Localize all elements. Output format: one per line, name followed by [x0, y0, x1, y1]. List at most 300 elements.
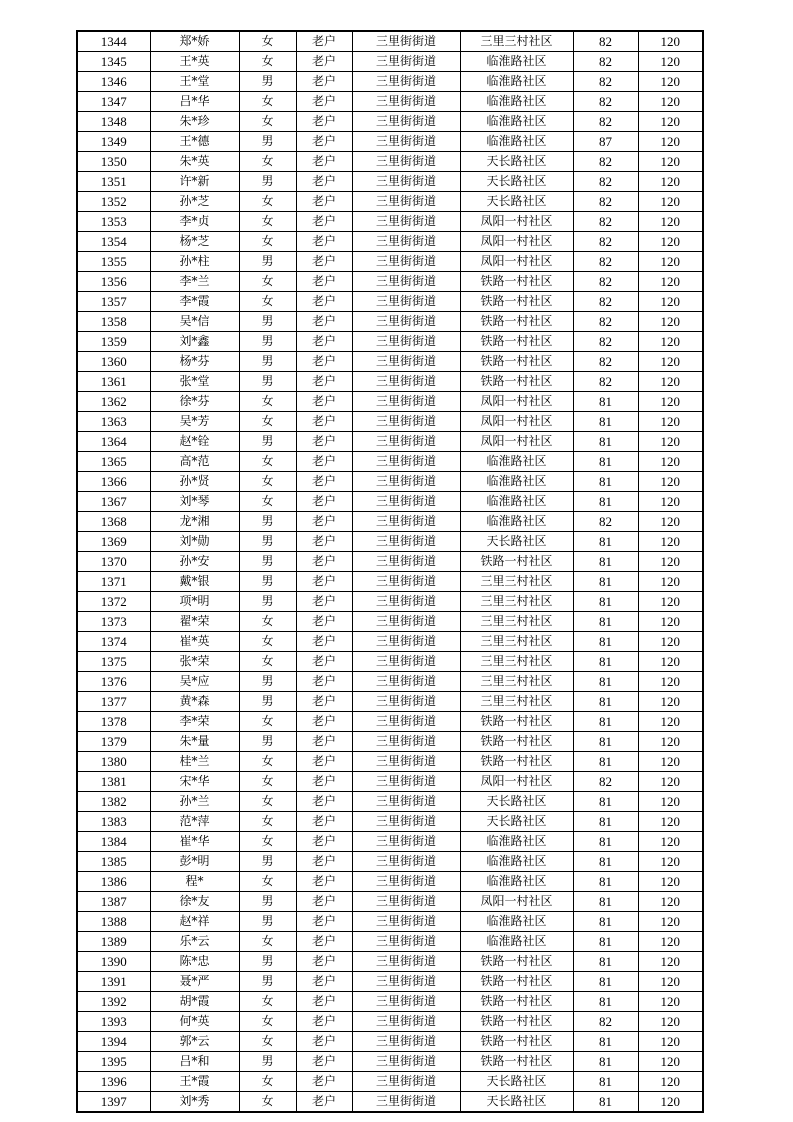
row-number-cell: 1364: [77, 432, 150, 452]
row-number-cell: 1362: [77, 392, 150, 412]
subdistrict-cell: 三里街街道: [352, 372, 460, 392]
row-number-cell: 1363: [77, 412, 150, 432]
table-row: [77, 392, 703, 412]
subdistrict-cell: 三里街街道: [352, 612, 460, 632]
household-type-cell: 老户: [296, 1052, 352, 1072]
gender-cell: 男: [239, 252, 296, 272]
amount-cell: 120: [638, 972, 703, 992]
amount-cell: 120: [638, 372, 703, 392]
subdistrict-cell: 三里街街道: [352, 652, 460, 672]
household-type-cell: 老户: [296, 1012, 352, 1032]
table-row: [77, 312, 703, 332]
row-number-cell: 1390: [77, 952, 150, 972]
name-cell: 崔*华: [150, 832, 239, 852]
gender-cell: 女: [239, 152, 296, 172]
row-number-cell: 1373: [77, 612, 150, 632]
age-cell: 82: [573, 352, 638, 372]
age-cell: 82: [573, 332, 638, 352]
household-type-cell: 老户: [296, 692, 352, 712]
amount-cell: 120: [638, 1012, 703, 1032]
row-number-cell: 1382: [77, 792, 150, 812]
gender-cell: 女: [239, 31, 296, 52]
household-type-cell: 老户: [296, 1032, 352, 1052]
community-cell: 临淮路社区: [460, 932, 573, 952]
amount-cell: 120: [638, 852, 703, 872]
table-row: [77, 192, 703, 212]
name-cell: 孙*贤: [150, 472, 239, 492]
subdistrict-cell: 三里街街道: [352, 392, 460, 412]
household-type-cell: 老户: [296, 532, 352, 552]
community-cell: 铁路一村社区: [460, 332, 573, 352]
age-cell: 81: [573, 612, 638, 632]
row-number-cell: 1348: [77, 112, 150, 132]
subdistrict-cell: 三里街街道: [352, 352, 460, 372]
name-cell: 陈*忠: [150, 952, 239, 972]
row-number-cell: 1383: [77, 812, 150, 832]
household-type-cell: 老户: [296, 652, 352, 672]
gender-cell: 女: [239, 932, 296, 952]
name-cell: 王*堂: [150, 72, 239, 92]
row-number-cell: 1377: [77, 692, 150, 712]
table-row: [77, 92, 703, 112]
gender-cell: 男: [239, 532, 296, 552]
household-type-cell: 老户: [296, 392, 352, 412]
gender-cell: 男: [239, 512, 296, 532]
household-type-cell: 老户: [296, 892, 352, 912]
household-type-cell: 老户: [296, 992, 352, 1012]
row-number-cell: 1378: [77, 712, 150, 732]
community-cell: 三里三村社区: [460, 572, 573, 592]
community-cell: 三里三村社区: [460, 612, 573, 632]
row-number-cell: 1380: [77, 752, 150, 772]
subdistrict-cell: 三里街街道: [352, 992, 460, 1012]
table-row: [77, 572, 703, 592]
age-cell: 82: [573, 172, 638, 192]
age-cell: 82: [573, 772, 638, 792]
table-row: [77, 452, 703, 472]
age-cell: 82: [573, 512, 638, 532]
row-number-cell: 1349: [77, 132, 150, 152]
name-cell: 吴*芳: [150, 412, 239, 432]
household-type-cell: 老户: [296, 492, 352, 512]
age-cell: 81: [573, 472, 638, 492]
amount-cell: 120: [638, 1072, 703, 1092]
household-type-cell: 老户: [296, 212, 352, 232]
community-cell: 临淮路社区: [460, 872, 573, 892]
gender-cell: 男: [239, 312, 296, 332]
table-row: [77, 992, 703, 1012]
community-cell: 铁路一村社区: [460, 552, 573, 572]
table-row: [77, 512, 703, 532]
row-number-cell: 1359: [77, 332, 150, 352]
community-cell: 临淮路社区: [460, 92, 573, 112]
amount-cell: 120: [638, 392, 703, 412]
age-cell: 81: [573, 1092, 638, 1113]
amount-cell: 120: [638, 712, 703, 732]
amount-cell: 120: [638, 872, 703, 892]
table-row: [77, 772, 703, 792]
gender-cell: 男: [239, 892, 296, 912]
amount-cell: 120: [638, 232, 703, 252]
amount-cell: 120: [638, 152, 703, 172]
community-cell: 临淮路社区: [460, 132, 573, 152]
name-cell: 赵*祥: [150, 912, 239, 932]
amount-cell: 120: [638, 132, 703, 152]
household-type-cell: 老户: [296, 672, 352, 692]
household-type-cell: 老户: [296, 432, 352, 452]
community-cell: 临淮路社区: [460, 52, 573, 72]
household-type-cell: 老户: [296, 292, 352, 312]
amount-cell: 120: [638, 192, 703, 212]
amount-cell: 120: [638, 272, 703, 292]
row-number-cell: 1396: [77, 1072, 150, 1092]
row-number-cell: 1371: [77, 572, 150, 592]
age-cell: 81: [573, 672, 638, 692]
household-type-cell: 老户: [296, 552, 352, 572]
name-cell: 朱*量: [150, 732, 239, 752]
subdistrict-cell: 三里街街道: [352, 112, 460, 132]
amount-cell: 120: [638, 812, 703, 832]
community-cell: 临淮路社区: [460, 912, 573, 932]
subdistrict-cell: 三里街街道: [352, 732, 460, 752]
subdistrict-cell: 三里街街道: [352, 252, 460, 272]
table-row: [77, 732, 703, 752]
name-cell: 李*贞: [150, 212, 239, 232]
table-row: [77, 31, 703, 52]
row-number-cell: 1395: [77, 1052, 150, 1072]
gender-cell: 男: [239, 1052, 296, 1072]
name-cell: 黄*森: [150, 692, 239, 712]
household-type-cell: 老户: [296, 412, 352, 432]
age-cell: 82: [573, 372, 638, 392]
subdistrict-cell: 三里街街道: [352, 752, 460, 772]
household-type-cell: 老户: [296, 192, 352, 212]
table-row: [77, 172, 703, 192]
subdistrict-cell: 三里街街道: [352, 832, 460, 852]
gender-cell: 女: [239, 52, 296, 72]
table-row: [77, 1092, 703, 1113]
age-cell: 82: [573, 52, 638, 72]
community-cell: 铁路一村社区: [460, 1052, 573, 1072]
amount-cell: 120: [638, 352, 703, 372]
community-cell: 三里三村社区: [460, 652, 573, 672]
name-cell: 李*霞: [150, 292, 239, 312]
name-cell: 张*荣: [150, 652, 239, 672]
table-row: [77, 1012, 703, 1032]
community-cell: 临淮路社区: [460, 72, 573, 92]
row-number-cell: 1356: [77, 272, 150, 292]
subdistrict-cell: 三里街街道: [352, 172, 460, 192]
subdistrict-cell: 三里街街道: [352, 972, 460, 992]
name-cell: 程*: [150, 872, 239, 892]
gender-cell: 女: [239, 792, 296, 812]
subdistrict-cell: 三里街街道: [352, 812, 460, 832]
row-number-cell: 1355: [77, 252, 150, 272]
row-number-cell: 1393: [77, 1012, 150, 1032]
subdistrict-cell: 三里街街道: [352, 52, 460, 72]
subdistrict-cell: 三里街街道: [352, 892, 460, 912]
subdistrict-cell: 三里街街道: [352, 192, 460, 212]
row-number-cell: 1347: [77, 92, 150, 112]
community-cell: 铁路一村社区: [460, 352, 573, 372]
table-row: [77, 372, 703, 392]
row-number-cell: 1392: [77, 992, 150, 1012]
table-row: [77, 932, 703, 952]
community-cell: 三里三村社区: [460, 692, 573, 712]
age-cell: 82: [573, 212, 638, 232]
gender-cell: 女: [239, 112, 296, 132]
table-row: [77, 712, 703, 732]
community-cell: 三里三村社区: [460, 672, 573, 692]
community-cell: 天长路社区: [460, 192, 573, 212]
community-cell: 临淮路社区: [460, 472, 573, 492]
name-cell: 赵*铨: [150, 432, 239, 452]
community-cell: 临淮路社区: [460, 852, 573, 872]
amount-cell: 120: [638, 692, 703, 712]
household-type-cell: 老户: [296, 772, 352, 792]
table-row: [77, 432, 703, 452]
subdistrict-cell: 三里街街道: [352, 232, 460, 252]
age-cell: 82: [573, 31, 638, 52]
community-cell: 天长路社区: [460, 1072, 573, 1092]
gender-cell: 女: [239, 472, 296, 492]
age-cell: 82: [573, 1012, 638, 1032]
community-cell: 铁路一村社区: [460, 972, 573, 992]
community-cell: 三里三村社区: [460, 632, 573, 652]
amount-cell: 120: [638, 512, 703, 532]
household-type-cell: 老户: [296, 872, 352, 892]
subdistrict-cell: 三里街街道: [352, 572, 460, 592]
gender-cell: 男: [239, 732, 296, 752]
community-cell: 凤阳一村社区: [460, 892, 573, 912]
community-cell: 凤阳一村社区: [460, 432, 573, 452]
household-type-cell: 老户: [296, 332, 352, 352]
community-cell: 铁路一村社区: [460, 1012, 573, 1032]
subdistrict-cell: 三里街街道: [352, 552, 460, 572]
subdistrict-cell: 三里街街道: [352, 932, 460, 952]
name-cell: 崔*英: [150, 632, 239, 652]
roster-table: [76, 30, 704, 1113]
age-cell: 81: [573, 452, 638, 472]
table-row: [77, 52, 703, 72]
gender-cell: 男: [239, 692, 296, 712]
name-cell: 李*兰: [150, 272, 239, 292]
subdistrict-cell: 三里街街道: [352, 212, 460, 232]
name-cell: 吴*应: [150, 672, 239, 692]
household-type-cell: 老户: [296, 732, 352, 752]
row-number-cell: 1346: [77, 72, 150, 92]
subdistrict-cell: 三里街街道: [352, 672, 460, 692]
row-number-cell: 1369: [77, 532, 150, 552]
table-row: [77, 832, 703, 852]
table-row: [77, 1052, 703, 1072]
row-number-cell: 1387: [77, 892, 150, 912]
household-type-cell: 老户: [296, 712, 352, 732]
gender-cell: 女: [239, 1032, 296, 1052]
household-type-cell: 老户: [296, 752, 352, 772]
amount-cell: 120: [638, 312, 703, 332]
row-number-cell: 1374: [77, 632, 150, 652]
name-cell: 王*英: [150, 52, 239, 72]
gender-cell: 男: [239, 172, 296, 192]
community-cell: 铁路一村社区: [460, 312, 573, 332]
gender-cell: 男: [239, 72, 296, 92]
gender-cell: 女: [239, 412, 296, 432]
community-cell: 铁路一村社区: [460, 712, 573, 732]
row-number-cell: 1388: [77, 912, 150, 932]
amount-cell: 120: [638, 632, 703, 652]
household-type-cell: 老户: [296, 572, 352, 592]
household-type-cell: 老户: [296, 952, 352, 972]
table-row: [77, 112, 703, 132]
name-cell: 刘*琴: [150, 492, 239, 512]
gender-cell: 女: [239, 452, 296, 472]
age-cell: 81: [573, 592, 638, 612]
amount-cell: 120: [638, 932, 703, 952]
name-cell: 刘*秀: [150, 1092, 239, 1113]
amount-cell: 120: [638, 672, 703, 692]
subdistrict-cell: 三里街街道: [352, 492, 460, 512]
name-cell: 郭*云: [150, 1032, 239, 1052]
age-cell: 82: [573, 292, 638, 312]
amount-cell: 120: [638, 792, 703, 812]
amount-cell: 120: [638, 452, 703, 472]
name-cell: 吕*和: [150, 1052, 239, 1072]
age-cell: 81: [573, 732, 638, 752]
gender-cell: 女: [239, 812, 296, 832]
table-row: [77, 952, 703, 972]
table-row: [77, 672, 703, 692]
row-number-cell: 1385: [77, 852, 150, 872]
household-type-cell: 老户: [296, 152, 352, 172]
table-row: [77, 792, 703, 812]
name-cell: 戴*银: [150, 572, 239, 592]
table-row: [77, 892, 703, 912]
household-type-cell: 老户: [296, 352, 352, 372]
amount-cell: 120: [638, 92, 703, 112]
row-number-cell: 1370: [77, 552, 150, 572]
row-number-cell: 1365: [77, 452, 150, 472]
name-cell: 孙*兰: [150, 792, 239, 812]
table-row: [77, 492, 703, 512]
age-cell: 81: [573, 892, 638, 912]
gender-cell: 女: [239, 272, 296, 292]
age-cell: 81: [573, 972, 638, 992]
gender-cell: 男: [239, 332, 296, 352]
table-row: [77, 612, 703, 632]
amount-cell: 120: [638, 72, 703, 92]
subdistrict-cell: 三里街街道: [352, 852, 460, 872]
amount-cell: 120: [638, 992, 703, 1012]
gender-cell: 女: [239, 752, 296, 772]
subdistrict-cell: 三里街街道: [352, 512, 460, 532]
gender-cell: 男: [239, 852, 296, 872]
name-cell: 翟*荣: [150, 612, 239, 632]
table-row: [77, 592, 703, 612]
table-row: [77, 332, 703, 352]
row-number-cell: 1397: [77, 1092, 150, 1113]
roster-body: [77, 31, 703, 1112]
age-cell: 81: [573, 992, 638, 1012]
gender-cell: 女: [239, 492, 296, 512]
amount-cell: 120: [638, 912, 703, 932]
community-cell: 凤阳一村社区: [460, 772, 573, 792]
household-type-cell: 老户: [296, 472, 352, 492]
household-type-cell: 老户: [296, 172, 352, 192]
name-cell: 范*萍: [150, 812, 239, 832]
community-cell: 凤阳一村社区: [460, 212, 573, 232]
gender-cell: 女: [239, 1012, 296, 1032]
name-cell: 孙*柱: [150, 252, 239, 272]
age-cell: 82: [573, 192, 638, 212]
household-type-cell: 老户: [296, 932, 352, 952]
household-type-cell: 老户: [296, 832, 352, 852]
name-cell: 徐*芬: [150, 392, 239, 412]
amount-cell: 120: [638, 752, 703, 772]
gender-cell: 女: [239, 212, 296, 232]
amount-cell: 120: [638, 52, 703, 72]
gender-cell: 男: [239, 352, 296, 372]
table-row: [77, 912, 703, 932]
gender-cell: 女: [239, 712, 296, 732]
age-cell: 81: [573, 552, 638, 572]
community-cell: 铁路一村社区: [460, 272, 573, 292]
subdistrict-cell: 三里街街道: [352, 1072, 460, 1092]
name-cell: 孙*芝: [150, 192, 239, 212]
amount-cell: 120: [638, 1032, 703, 1052]
table-row: [77, 852, 703, 872]
table-row: [77, 812, 703, 832]
gender-cell: 女: [239, 612, 296, 632]
name-cell: 吕*华: [150, 92, 239, 112]
name-cell: 乐*云: [150, 932, 239, 952]
table-row: [77, 652, 703, 672]
amount-cell: 120: [638, 332, 703, 352]
subdistrict-cell: 三里街街道: [352, 92, 460, 112]
amount-cell: 120: [638, 31, 703, 52]
community-cell: 天长路社区: [460, 172, 573, 192]
subdistrict-cell: 三里街街道: [352, 132, 460, 152]
community-cell: 临淮路社区: [460, 492, 573, 512]
household-type-cell: 老户: [296, 252, 352, 272]
age-cell: 82: [573, 112, 638, 132]
household-type-cell: 老户: [296, 112, 352, 132]
table-row: [77, 132, 703, 152]
row-number-cell: 1351: [77, 172, 150, 192]
household-type-cell: 老户: [296, 72, 352, 92]
row-number-cell: 1379: [77, 732, 150, 752]
row-number-cell: 1353: [77, 212, 150, 232]
name-cell: 杨*芬: [150, 352, 239, 372]
age-cell: 82: [573, 152, 638, 172]
amount-cell: 120: [638, 1092, 703, 1113]
household-type-cell: 老户: [296, 512, 352, 532]
name-cell: 吴*信: [150, 312, 239, 332]
row-number-cell: 1367: [77, 492, 150, 512]
age-cell: 81: [573, 852, 638, 872]
community-cell: 铁路一村社区: [460, 952, 573, 972]
amount-cell: 120: [638, 772, 703, 792]
gender-cell: 男: [239, 952, 296, 972]
gender-cell: 男: [239, 572, 296, 592]
gender-cell: 女: [239, 772, 296, 792]
age-cell: 81: [573, 752, 638, 772]
amount-cell: 120: [638, 592, 703, 612]
age-cell: 81: [573, 572, 638, 592]
gender-cell: 女: [239, 992, 296, 1012]
table-row: [77, 352, 703, 372]
table-row: [77, 72, 703, 92]
